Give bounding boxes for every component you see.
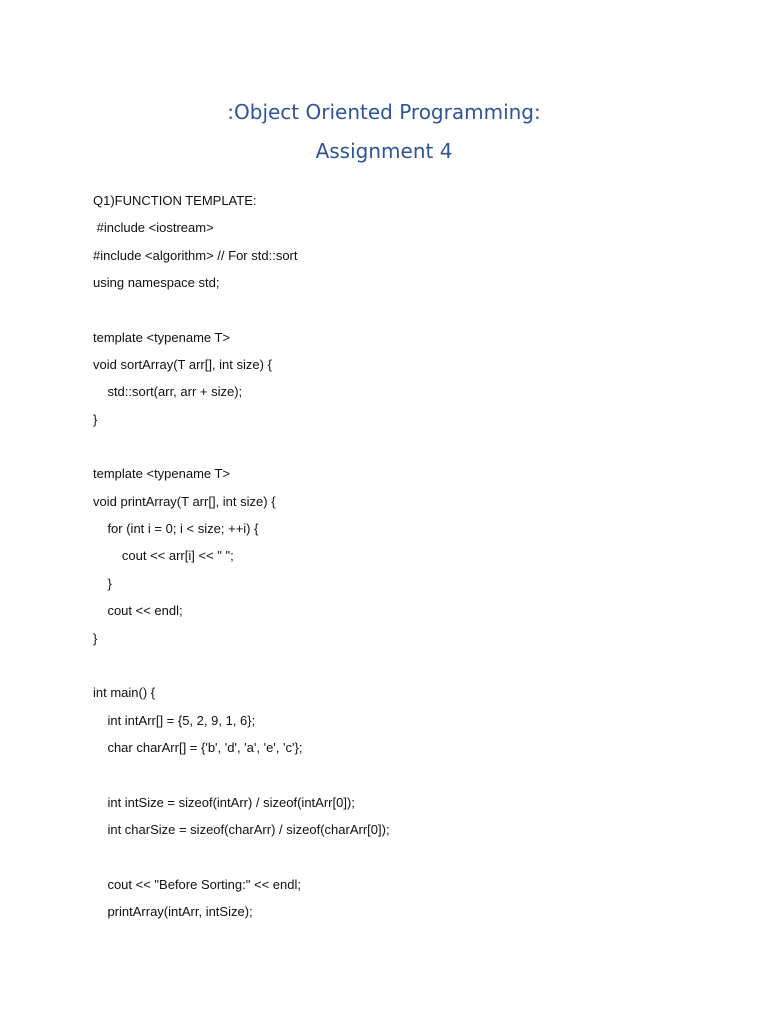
document-title: :Object Oriented Programming: <box>227 100 541 124</box>
code-line: cout << arr[i] << " "; <box>93 548 234 564</box>
blank-line <box>93 657 733 684</box>
code-line: int intArr[] = {5, 2, 9, 1, 6}; <box>93 712 256 728</box>
code-line: printArray(intArr, intSize); <box>93 903 253 919</box>
blank-line <box>93 438 733 465</box>
code-line: #include <iostream> <box>93 220 214 236</box>
code-line: } <box>93 411 98 427</box>
code-line: int main() { <box>93 685 156 701</box>
code-line: for (int i = 0; i < size; ++i) { <box>93 521 259 537</box>
text-line: Q1)FUNCTION TEMPLATE: <box>93 193 257 208</box>
code-line: char charArr[] = {'b', 'd', 'a', 'e', 'c'}; <box>93 739 303 755</box>
code-line: std::sort(arr, arr + size); <box>93 384 243 400</box>
document-subtitle: Assignment 4 <box>315 139 453 163</box>
code-line: cout << "Before Sorting:" << endl; <box>93 876 301 892</box>
code-listing <box>93 192 733 930</box>
blank-line <box>93 766 733 793</box>
blank-line <box>93 301 733 328</box>
code-line: int intSize = sizeof(intArr) / sizeof(intArr[0]); <box>93 794 355 810</box>
code-line: #include <algorithm> // For std::sort <box>93 247 298 263</box>
code-line: cout << endl; <box>93 603 183 619</box>
code-line: template <typename T> <box>93 466 231 482</box>
code-line: void printArray(T arr[], int size) { <box>93 493 276 509</box>
code-line: using namespace std; <box>93 275 220 291</box>
code-line: } <box>93 630 98 646</box>
code-line: } <box>93 575 112 591</box>
code-line: template <typename T> <box>93 329 231 345</box>
code-line: int charSize = sizeof(charArr) / sizeof(charArr[0]); <box>93 821 390 837</box>
blank-line <box>93 848 733 875</box>
code-line: void sortArray(T arr[], int size) { <box>93 357 272 373</box>
